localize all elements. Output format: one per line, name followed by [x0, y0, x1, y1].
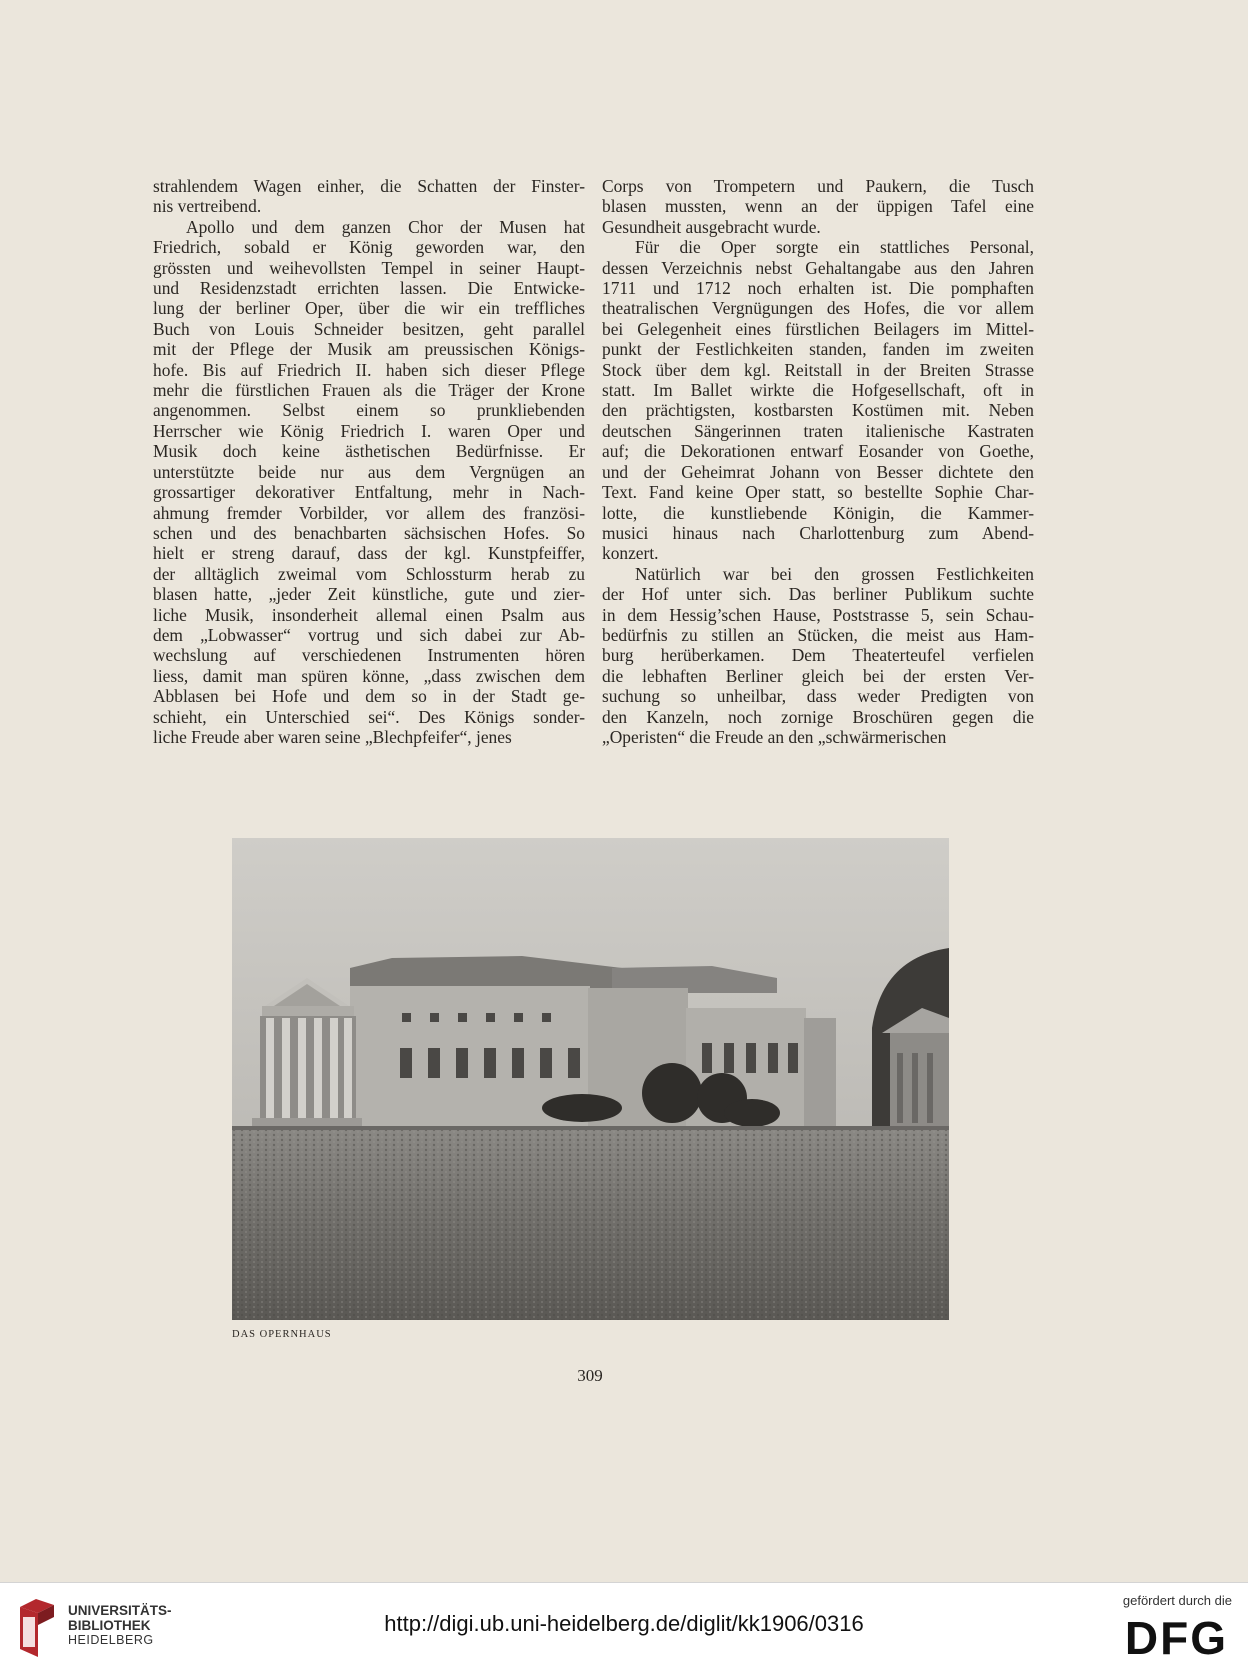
text-line: und Residenzstadt errichten lassen. Die Entwicke-: [153, 278, 585, 299]
text-line: ahmung fremder Vorbilder, vor allem des französi-: [153, 502, 585, 523]
text-line: dessen Verzeichnis nebst Gehaltangabe aus den Jahren: [602, 257, 1034, 278]
page-number: 309: [577, 1366, 603, 1385]
text-line: lung der berliner Oper, über die wir ein treffliches: [153, 298, 585, 319]
text-line: Gesundheit ausgebracht wurde.: [602, 216, 821, 237]
text-line: den Kanzeln, noch zornige Broschüren gegen die: [602, 706, 1034, 727]
text-line: grössten und weihevollsten Tempel in seiner Haupt-: [153, 257, 585, 278]
text-line: bei Gelegenheit eines fürstlichen Beilagers im Mittel-: [602, 318, 1034, 339]
funding-label: gefördert durch die: [1122, 1593, 1232, 1608]
text-line: Abblasen bei Hofe und dem so in der Stadt ge-: [153, 686, 585, 707]
text-line: punkt der Festlichkeiten standen, fanden im zweiten: [602, 339, 1034, 360]
text-line: lotte, die kunstliebende Königin, die Kammer-: [602, 502, 1034, 523]
text-line: blasen hatte, „jeder Zeit künstliche, gute und zier-: [153, 584, 585, 605]
text-line: Friedrich, sobald er König geworden war, den: [153, 237, 585, 258]
text-line: die lebhaften Berliner gleich bei der ersten Ver-: [602, 665, 1034, 686]
text-line: Herrscher wie König Friedrich I. waren Oper und: [153, 420, 585, 441]
text-line: 1711 und 1712 noch erhalten ist. Die pomphaften: [602, 278, 1034, 299]
text-line: liess, damit man spüren könne, „dass zwischen dem: [153, 665, 585, 686]
text-line: schen und des benachbarten sächsischen Hofes. So: [153, 522, 585, 543]
text-line: Natürlich war bei den grossen Festlichkeiten: [635, 563, 1034, 584]
text-line: Für die Oper sorgte ein stattliches Personal,: [635, 237, 1034, 258]
text-line: dem „Lobwasser“ vortrug und sich dabei zur Ab-: [153, 624, 585, 645]
paragraph: [153, 176, 585, 217]
library-line1: UNIVERSITÄTS-: [68, 1603, 172, 1618]
text-line: mit der Pflege der Musik am preussischen Königs-: [153, 339, 585, 360]
paragraph: [602, 237, 1034, 564]
text-line: unterstützte beide nur aus dem Vergnügen an: [153, 461, 585, 482]
text-line: Buch von Louis Schneider besitzen, geht parallel: [153, 318, 585, 339]
figure-caption: DAS OPERNHAUS: [232, 1329, 332, 1340]
paragraph: [153, 217, 585, 748]
text-line: Apollo und dem ganzen Chor der Musen hat: [186, 216, 585, 237]
text-line: strahlendem Wagen einher, die Schatten der Finster-: [153, 176, 585, 196]
text-line: grossartiger dekorativer Entfaltung, mehr in Nach-: [153, 482, 585, 503]
text-line: Stock über dem kgl. Reitstall in der Breiten Strasse: [602, 359, 1034, 380]
paragraph: [602, 564, 1034, 748]
text-line: liche Freude aber waren seine „Blechpfeifer“, jenes: [153, 726, 512, 747]
text-line: angenommen. Selbst einem so prunkliebenden: [153, 400, 585, 421]
text-line: nis vertreibend.: [153, 196, 262, 217]
library-line3: HEIDELBERG: [68, 1633, 154, 1647]
text-line: Musik doch keine ästhetischen Bedürfnisse. Er: [153, 441, 585, 462]
text-line: statt. Im Ballet wirkte die Hofgesellschaft, oft in: [602, 380, 1034, 401]
text-line: „Operisten“ die Freude an den „schwärmerischen: [602, 726, 947, 747]
left-text-column: [153, 176, 585, 747]
text-line: bedürfnis zu stillen an Stücken, die meist aus Ham-: [602, 624, 1034, 645]
digitization-footer: [0, 1582, 1248, 1672]
text-line: Text. Fand keine Oper statt, so bestellte Sophie Char-: [602, 482, 1034, 503]
text-line: hielt er streng darauf, dass der kgl. Kunstpfeiffer,: [153, 543, 585, 564]
dfg-logo[interactable]: DFG: [1124, 1612, 1228, 1664]
text-line: deutschen Sängerinnen traten italienische Kastraten: [602, 420, 1034, 441]
text-line: liche Musik, insonderheit allemal einen Psalm aus: [153, 604, 585, 625]
text-line: Corps von Trompetern und Paukern, die Tusch: [602, 176, 1034, 196]
text-line: wechslung auf verschiedenen Instrumenten hören: [153, 645, 585, 666]
text-line: mehr die fürstlichen Frauen als die Träger der Krone: [153, 380, 585, 401]
text-line: konzert.: [602, 543, 659, 564]
text-line: der alltäglich zweimal vom Schlossturm herab zu: [153, 563, 585, 584]
library-line2: BIBLIOTHEK: [68, 1618, 151, 1633]
permalink-url[interactable]: http://digi.ub.uni-heidelberg.de/diglit/kk1906/0316: [384, 1611, 864, 1636]
text-line: und der Geheimrat Johann von Besser dichtete den: [602, 461, 1034, 482]
opera-house-photograph: [232, 838, 949, 1320]
text-line: burg herüberkamen. Dem Theaterteufel verfielen: [602, 645, 1034, 666]
text-line: auf; die Dekorationen entwarf Eosander von Goethe,: [602, 441, 1034, 462]
text-line: der Hof unter sich. Das berliner Publikum suchte: [602, 584, 1034, 605]
text-line: theatralischen Vergnügungen des Hofes, die vor allem: [602, 298, 1034, 319]
text-line: den prächtigsten, kostbarsten Kostümen mit. Neben: [602, 400, 1034, 421]
text-line: suchung so unheilbar, dass weder Predigten von: [602, 686, 1034, 707]
right-text-column: [602, 176, 1034, 747]
text-line: musici hinaus nach Charlottenburg zum Abend-: [602, 522, 1034, 543]
paragraph: [602, 176, 1034, 237]
text-line: schieht, ein Unterschied sei“. Des Königs sonder-: [153, 706, 585, 727]
text-line: blasen mussten, wenn an der üppigen Tafel eine: [602, 196, 1034, 217]
text-line: hofe. Bis auf Friedrich II. haben sich dieser Pflege: [153, 359, 585, 380]
text-line: in dem Hessig’schen Hause, Poststrasse 5, sein Schau-: [602, 604, 1034, 625]
